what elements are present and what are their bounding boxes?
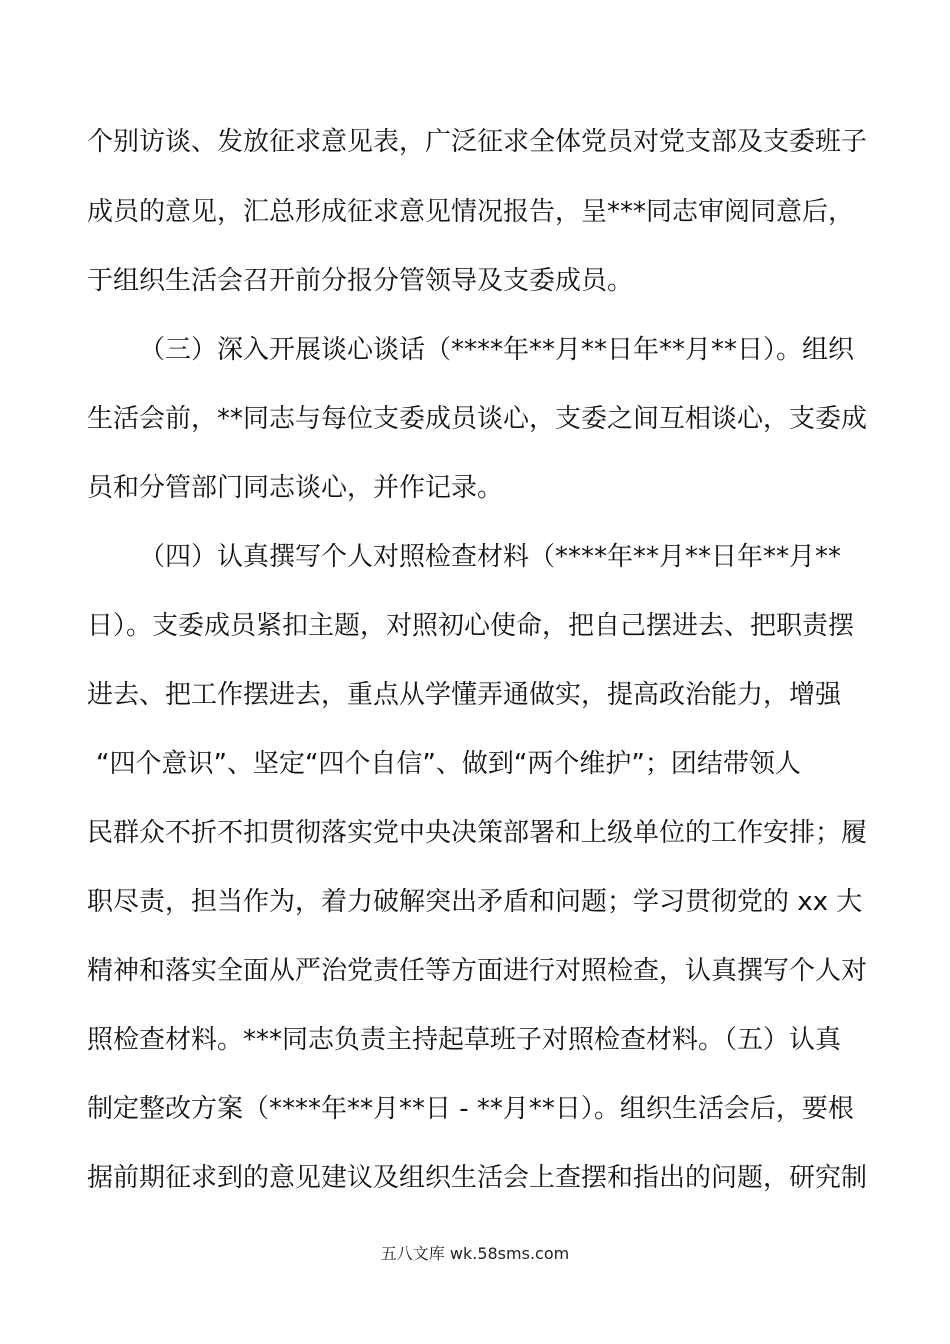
paragraph-line: 据前期征求到的意见建议及组织生活会上查摆和指出的问题，研究制 [87,1163,868,1193]
paragraph-line: 于组织生活会召开前分报分管领导及支委成员。 [87,266,634,296]
paragraph-line: 民群众不折不扣贯彻落实党中央决策部署和上级单位的工作安排；履 [87,818,868,848]
paragraph-line: 成员的意见，汇总形成征求意见情况报告，呈***同志审阅同意后， [87,197,855,227]
paragraph-line: （四）认真撰写个人对照检查材料（****年**月**日年**月** [139,542,842,572]
footer-watermark: 五八文库 wk.58sms.com [380,1244,570,1263]
paragraph-line: 照检查材料。***同志负责主持起草班子对照检查材料。（五）认真 [87,1025,842,1055]
paragraph-line: 日）。支委成员紧扣主题，对照初心使命，把自己摆进去、把职责摆 [87,611,855,641]
paragraph-line: 员和分管部门同志谈心，并作记录。 [87,473,504,503]
paragraph-line: （三）深入开展谈心谈话（****年**月**日年**月**日）。组织 [139,335,855,365]
paragraph-line: 生活会前，**同志与每位支委成员谈心，支委之间互相谈心，支委成 [87,404,868,434]
paragraph-line: “四个意识”、坚定“四个自信”、做到“两个维护”；团结带领人 [96,749,801,779]
paragraph-line: 进去、把工作摆进去，重点从学懂弄通做实，提高政治能力，增强 [87,680,842,710]
paragraph-line: 制定整改方案（****年**月**日 - **月**日）。组织生活会后，要根 [87,1094,854,1124]
paragraph-line: 个别访谈、发放征求意见表，广泛征求全体党员对党支部及支委班子 [87,127,868,157]
paragraph-line: 精神和落实全面从严治党责任等方面进行对照检查，认真撰写个人对 [87,956,868,986]
paragraph-line: 职尽责，担当作为，着力破解突出矛盾和问题；学习贯彻党的 xx 大 [87,887,863,917]
